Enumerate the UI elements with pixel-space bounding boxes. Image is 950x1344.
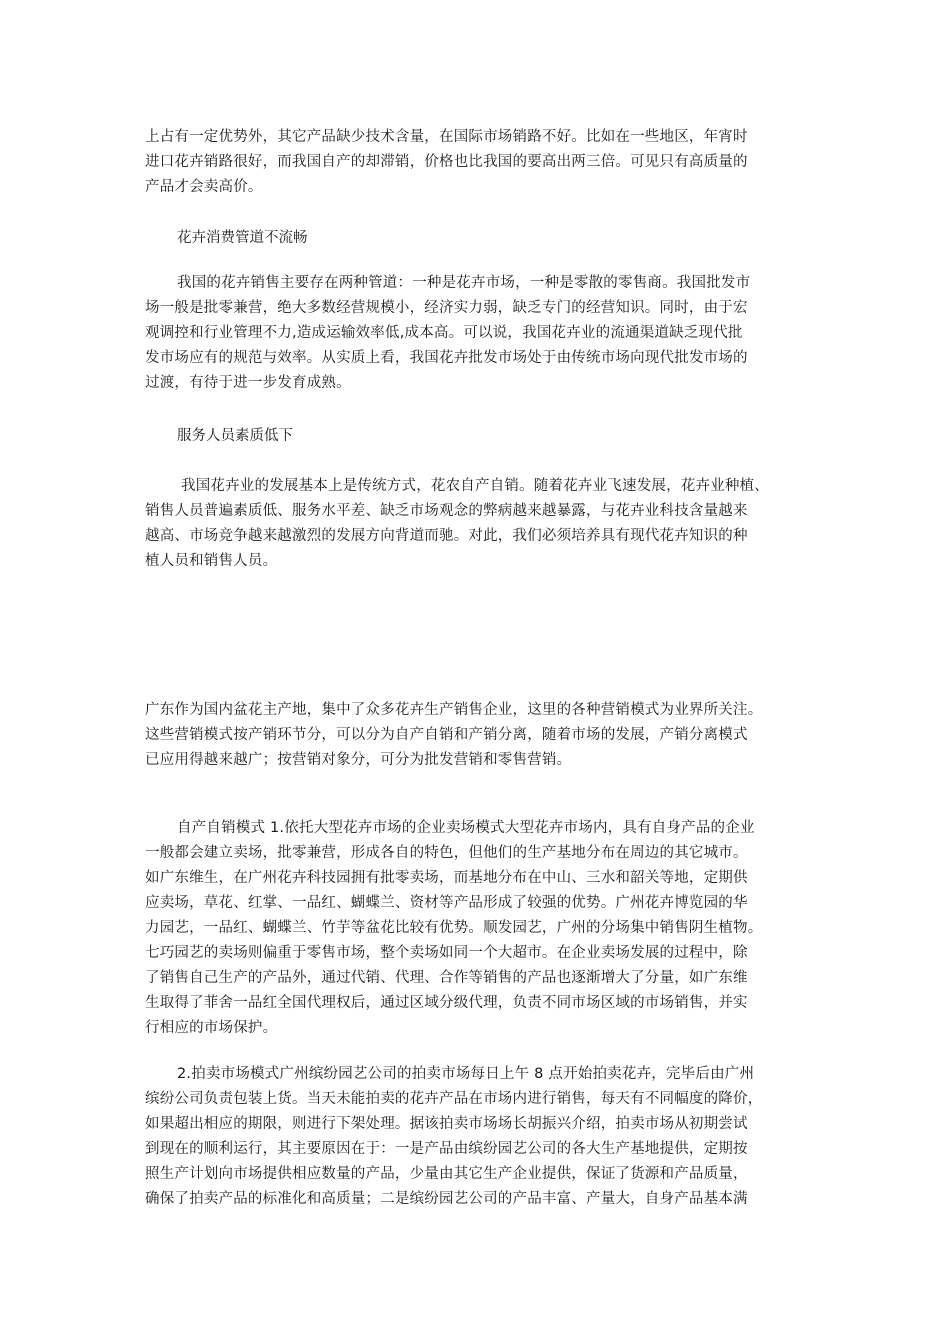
- text-line: 我国花卉业的发展基本上是传统方式，花农自产自销。随着花卉业飞速发展，花卉业种植、: [181, 478, 769, 494]
- text-line: 照生产计划向市场提供相应数量的产品，少量由其它生产企业提供，保证了货源和产品质量，: [145, 1166, 748, 1182]
- text-line: 应卖场，草花、红掌、一品红、蝴蝶兰、资材等产品形成了较强的优势。广州花卉博览园的华: [145, 895, 748, 911]
- text-line: 进口花卉销路很好，而我国自产的却滞销，价格也比我国的要高出两三倍。可见只有高质量的: [145, 154, 748, 170]
- paragraph-guangdong: [145, 698, 835, 773]
- text-line: 缤纷公司负责包装上货。当天未能拍卖的花卉产品在市场内进行销售，每天有不同幅度的降价，: [145, 1091, 763, 1107]
- text-line: 场一般是批零兼营，绝大多数经营规模小，经济实力弱，缺乏专门的经营知识。同时，由于宏: [145, 300, 748, 316]
- text-line: 自产自销模式 1.依托大型花卉市场的企业卖场模式大型花卉市场内，具有自身产品的企业: [177, 820, 755, 836]
- paragraph-channels: [145, 271, 825, 396]
- paragraph-auction: [145, 1062, 835, 1212]
- text-line: 广东作为国内盆花主产地，集中了众多花卉生产销售企业，这里的各种营销模式为业界所关注。: [145, 702, 763, 718]
- text-line: 我国的花卉销售主要存在两种管道：一种是花卉市场，一种是零散的零售商。我国批发市: [177, 275, 751, 291]
- section-heading-channels: 花卉消费管道不流畅: [177, 230, 308, 246]
- text-line: 到现在的顺利运行，其主要原因在于：一是产品由缤纷园艺公司的各大生产基地提供，定期按: [145, 1141, 748, 1157]
- text-line: 观调控和行业管理不力,造成运输效率低,成本高。可以说，我国花卉业的流通渠道缺乏现代批: [145, 325, 743, 341]
- paragraph-product-quality: [145, 125, 825, 200]
- text-line: 2.拍卖市场模式广州缤纷园艺公司的拍卖市场每日上午 8 点开始拍卖花卉，完毕后由广州: [177, 1066, 755, 1082]
- section-heading-staff: 服务人员素质低下: [177, 428, 293, 444]
- text-line: 行相应的市场保护。: [145, 1020, 278, 1036]
- text-line: 这些营销模式按产销环节分，可以分为自产自销和产销分离，随着市场的发展，产销分离模式: [145, 727, 748, 743]
- text-line: 力园艺，一品红、蝴蝶兰、竹芋等盆花比较有优势。顺发园艺，广州的分场集中销售阴生植物。: [145, 920, 763, 936]
- text-line: 已应用得越来越广；按营销对象分，可分为批发营销和零售营销。: [145, 752, 572, 768]
- text-line: 如果超出相应的期限，则进行下架处理。据该拍卖市场场长胡振兴介绍，拍卖市场从初期尝试: [145, 1116, 748, 1132]
- paragraph-self-production: [145, 816, 835, 1041]
- text-line: 了销售自己生产的产品外，通过代销、代理、合作等销售的产品也逐渐增大了分量，如广东维: [145, 970, 748, 986]
- text-line: 过渡，有待于进一步发育成熟。: [145, 375, 351, 391]
- text-line: 植人员和销售人员。: [145, 553, 278, 569]
- text-line: 上占有一定优势外，其它产品缺少技术含量，在国际市场销路不好。比如在一些地区，年宵时: [145, 129, 748, 145]
- text-line: 确保了拍卖产品的标准化和高质量；二是缤纷园艺公司的产品丰富、产量大，自身产品基本满: [145, 1191, 748, 1207]
- text-line: 发市场应有的规范与效率。从实质上看，我国花卉批发市场处于由传统市场向现代批发市场的: [145, 350, 748, 366]
- text-line: 一般都会建立卖场，批零兼营，形成各自的特色，但他们的生产基地分布在周边的其它城市。: [145, 845, 748, 861]
- text-line: 如广东维生，在广州花卉科技园拥有批零卖场，而基地分布在中山、三水和韶关等地，定期供: [145, 870, 748, 886]
- paragraph-staff: [145, 474, 835, 574]
- text-line: 越高、市场竞争越来越激烈的发展方向背道而驰。对此，我们必须培养具有现代花卉知识的种: [145, 528, 748, 544]
- text-line: 销售人员普遍素质低、服务水平差、缺乏市场观念的弊病越来越暴露，与花卉业科技含量越来: [145, 503, 748, 519]
- text-line: 生取得了菲舍一品红全国代理权后，通过区域分级代理，负责不同市场区域的市场销售，并实: [145, 995, 748, 1011]
- text-line: 七巧园艺的卖场则偏重于零售市场，整个卖场如同一个大超市。在企业卖场发展的过程中，除: [145, 945, 748, 961]
- text-line: 产品才会卖高价。: [145, 179, 263, 195]
